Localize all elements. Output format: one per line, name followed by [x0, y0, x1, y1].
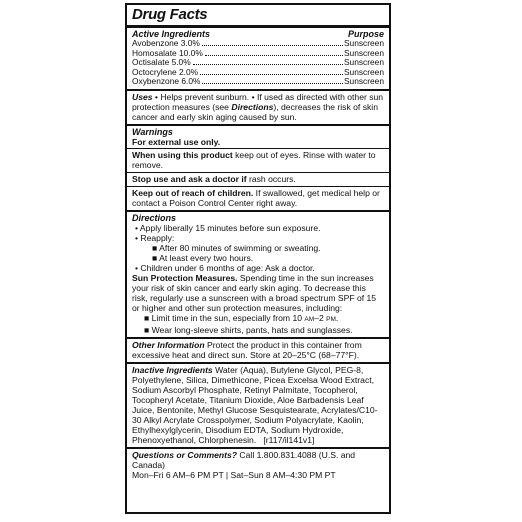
direction-wear: ■ Wear long-sleeve shirts, pants, hats and sunglasses. — [144, 324, 353, 335]
external-use-warning: For external use only. — [132, 136, 221, 147]
when-using-text: keep out of eyes. Rinse with water to remove. — [132, 149, 376, 170]
questions-phone: Call 1.800.831.4088 (U.S. and Canada) — [132, 449, 356, 470]
uses-section — [127, 90, 389, 126]
spm-bold: Sun Protection Measures. — [132, 272, 238, 283]
drug-facts-panel — [125, 3, 391, 514]
stop-use-bold: Stop use and ask a doctor if — [132, 173, 247, 184]
direction-limit-time: ■ Limit time in the sun, especially from 10 AM–2 PM. — [144, 312, 339, 323]
inactive-code: [r117/il141v1] — [263, 434, 315, 445]
when-using-bold: When using this product — [132, 149, 233, 160]
directions-section — [127, 212, 389, 339]
uses-directions-ref: Directions — [231, 101, 274, 112]
active-ingredient-purpose: Sunscreen — [343, 38, 384, 48]
keep-out-section — [127, 187, 389, 212]
active-ingredients-heading: Active Ingredients — [132, 29, 211, 39]
uses-text-end: ), decreases the risk of skin cancer and early skin aging caused by sun. — [132, 101, 378, 122]
active-ingredient-row — [132, 77, 384, 87]
uses-text: • Helps prevent sunburn. • If used as directed with other sun protection measures (see — [132, 91, 384, 112]
direction-after-80: ■ After 80 minutes of swimming or sweating. — [152, 242, 321, 253]
when-using-section — [127, 149, 389, 173]
leader-dots — [193, 64, 343, 65]
direction-reapply: • Reapply: — [135, 232, 175, 243]
sun-protection-measures — [132, 273, 384, 313]
stop-use-text: rash occurs. — [246, 173, 296, 184]
active-ingredient-name: Octocrylene 2.0% — [132, 66, 199, 77]
stop-use-section — [127, 173, 389, 187]
purpose-heading: Purpose — [347, 29, 384, 39]
direction-apply: • Apply liberally 15 minutes before sun exposure. — [135, 222, 321, 233]
keep-out-text: If swallowed, get medical help or contact a Poison Control Center right away. — [132, 187, 380, 208]
leader-dots — [202, 83, 343, 84]
spm-text: Spending time in the sun increases your risk of skin cancer and early skin aging. To decrease this risk, regularly use a sunscreen with a broad spectrum SPF of 15 or higher and other sun protection measures, including: — [132, 272, 377, 313]
other-information-text: Protect the product in this container from excessive heat and direct sun. Store at 20–25°C (68–77°F). — [132, 339, 362, 360]
direction-children: • Children under 6 months of age: Ask a doctor. — [135, 262, 315, 273]
warnings-heading-section — [127, 126, 389, 149]
other-information-section — [127, 339, 389, 364]
inactive-ingredients-text: Water (Aqua), Butylene Glycol, PEG-8, Polyethylene, Silica, Dimethicone, Picea Excelsa Wood Extract, Sodium Ascorbyl Phosphate, Retinyl Palmitate, Tocopherol, Tocopheryl Acetate, Titanium Dioxide, Aloe Barbadensis Leaf Juice, Bentonite, Methyl Glucose Sesquistearate, Acrylates/C10-30 Alkyl Acrylate Crosspolymer, Sodium Polyacrylate, Kaolin, Ethylhexylglycerin, Disodium EDTA, Sodium Hydroxide, Phenoxyethanol, Chlorphenesin. — [132, 364, 378, 445]
active-ingredient-name: Avobenzone 3.0% — [132, 38, 200, 48]
active-ingredient-name: Oxybenzone 6.0% — [132, 76, 201, 87]
questions-heading: Questions or Comments? — [132, 449, 238, 460]
leader-dots — [200, 74, 343, 75]
keep-out-bold: Keep out of reach of children. — [132, 187, 254, 198]
active-ingredient-purpose: Sunscreen — [343, 57, 384, 68]
other-information-heading: Other Information — [132, 339, 205, 350]
leader-dots — [202, 45, 343, 46]
active-ingredient-purpose: Sunscreen — [343, 47, 384, 58]
active-ingredients-list — [132, 39, 384, 87]
leader-dots — [205, 55, 343, 56]
active-ingredients-section — [127, 28, 389, 90]
questions-section — [127, 449, 389, 482]
active-ingredient-name: Octisalate 5.0% — [132, 57, 191, 68]
uses-heading: Uses — [132, 91, 153, 102]
active-ingredient-purpose: Sunscreen — [343, 76, 384, 87]
active-ingredient-purpose: Sunscreen — [343, 66, 384, 77]
active-ingredient-name: Homosalate 10.0% — [132, 47, 203, 58]
drug-facts-title: Drug Facts — [127, 5, 389, 28]
inactive-ingredients-heading: Inactive Ingredients — [132, 364, 213, 375]
inactive-ingredients-section — [127, 364, 389, 449]
questions-hours: Mon–Fri 6 AM–6 PM PT | Sat–Sun 8 AM–4:30 PM PT — [132, 469, 336, 480]
directions-heading: Directions — [132, 212, 177, 223]
direction-two-hours: ■ At least every two hours. — [152, 252, 254, 263]
warnings-heading: Warnings — [132, 126, 173, 137]
